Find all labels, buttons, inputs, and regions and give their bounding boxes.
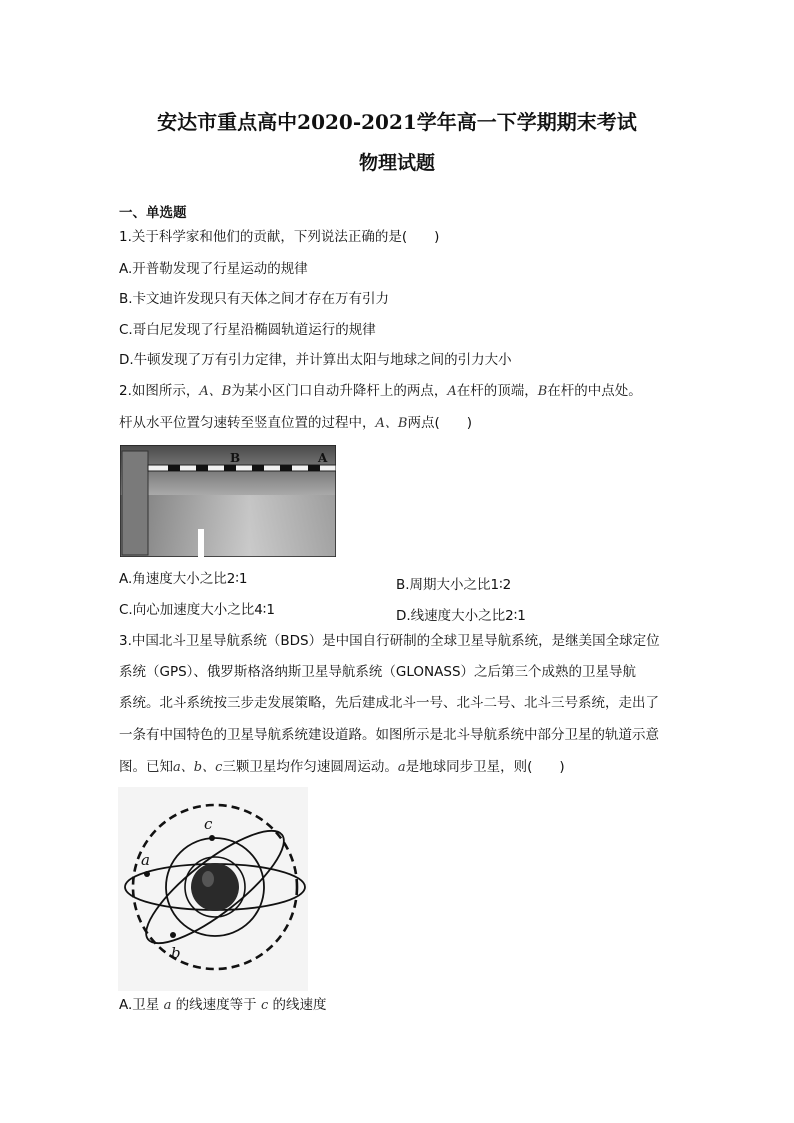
exam-title: 安达市重点高中2020-2021学年高一下学期期末考试: [157, 110, 637, 134]
q3-option-text: 的线速度: [272, 997, 327, 1013]
satellite-c-dot: [209, 835, 215, 841]
q3-option-a: [119, 999, 327, 1013]
q1-stem: 1.关于科学家和他们的贡献，下列说法正确的是( ): [119, 229, 440, 245]
road-surface: [120, 495, 336, 557]
q2-var-ab: A、B: [375, 416, 408, 431]
q3-stem-line4: 一条有中国特色的卫星导航系统建设道路。如图所示是北斗导航系统中部分卫星的轨道示意: [119, 727, 659, 743]
q2-stem-line1: [119, 385, 642, 399]
q2-var-a: A: [447, 384, 457, 399]
gate-post: [122, 451, 148, 555]
q3-stem-line2: 系统（GPS）、俄罗斯格洛纳斯卫星导航系统（GLONASS）之后第三个成熟的卫星导航: [119, 664, 637, 680]
point-a-label: A: [318, 451, 328, 465]
q2-stem-text: 在杆的顶端，: [456, 383, 538, 399]
q3-stem-text: 三颗卫星均作匀速圆周运动。: [222, 759, 398, 775]
satellite-a-dot: [144, 871, 150, 877]
q2-stem-text: 两点( ): [407, 415, 472, 431]
q1-option-a: A.开普勒发现了行星运动的规律: [119, 261, 308, 277]
point-b-label: B: [230, 451, 241, 465]
q2-option-d: D.线速度大小之比2∶1: [396, 608, 526, 624]
q1-option-b: B.卡文迪许发现只有天体之间才存在万有引力: [119, 291, 390, 307]
label-b: b: [171, 944, 181, 962]
q3-stem-line3: 系统。北斗系统按三步走发展策略，先后建成北斗一号、北斗二号、北斗三号系统，走出了: [119, 695, 659, 711]
q3-stem-text: 是地球同步卫星，则( ): [405, 759, 565, 775]
q1-option-c: C.哥白尼发现了行星沿椭圆轨道运行的规律: [119, 322, 376, 338]
satellite-orbit-diagram: [118, 787, 308, 991]
q3-var-a: a: [397, 760, 406, 775]
q3-option-text: 的线速度等于: [175, 997, 257, 1013]
q2-option-c: C.向心加速度大小之比4∶1: [119, 602, 275, 618]
q3-var-abc: a、b、c: [173, 760, 223, 775]
q3-var-c: c: [260, 998, 269, 1013]
q2-option-b: B.周期大小之比1∶2: [396, 577, 512, 593]
earth-highlight: [202, 871, 214, 887]
label-c: c: [204, 815, 213, 833]
barrier-gate-photo: [120, 445, 336, 557]
q3-option-text: A.卫星: [119, 997, 160, 1013]
q2-stem-text: 杆从水平位置匀速转至竖直位置的过程中，: [119, 415, 376, 431]
q3-stem-text: 图。已知: [119, 759, 173, 775]
q3-stem-line1: 3.中国北斗卫星导航系统（BDS）是中国自行研制的全球卫星导航系统，是继美国全球定位: [119, 633, 660, 649]
lane-marking: [198, 529, 204, 557]
q3-stem-line5: [119, 761, 565, 775]
q2-stem-line2: [119, 417, 472, 431]
q2-var-b: B: [537, 384, 548, 399]
label-a: a: [141, 851, 150, 869]
exam-subtitle: 物理试题: [358, 152, 435, 174]
q2-var-ab: A、B: [199, 384, 232, 399]
q2-stem-text: 在杆的中点处。: [547, 383, 642, 399]
earth-icon: [191, 863, 239, 911]
q2-stem-text: 为某小区门口自动升降杆上的两点，: [231, 383, 448, 399]
q2-option-a: A.角速度大小之比2∶1: [119, 571, 248, 587]
q2-stem-text: 2.如图所示，: [119, 383, 200, 399]
q1-option-d: D.牛顿发现了万有引力定律，并计算出太阳与地球之间的引力大小: [119, 352, 512, 368]
satellite-b-dot: [170, 932, 176, 938]
q3-var-a: a: [163, 998, 172, 1013]
section-heading: 一、单选题: [119, 205, 187, 221]
